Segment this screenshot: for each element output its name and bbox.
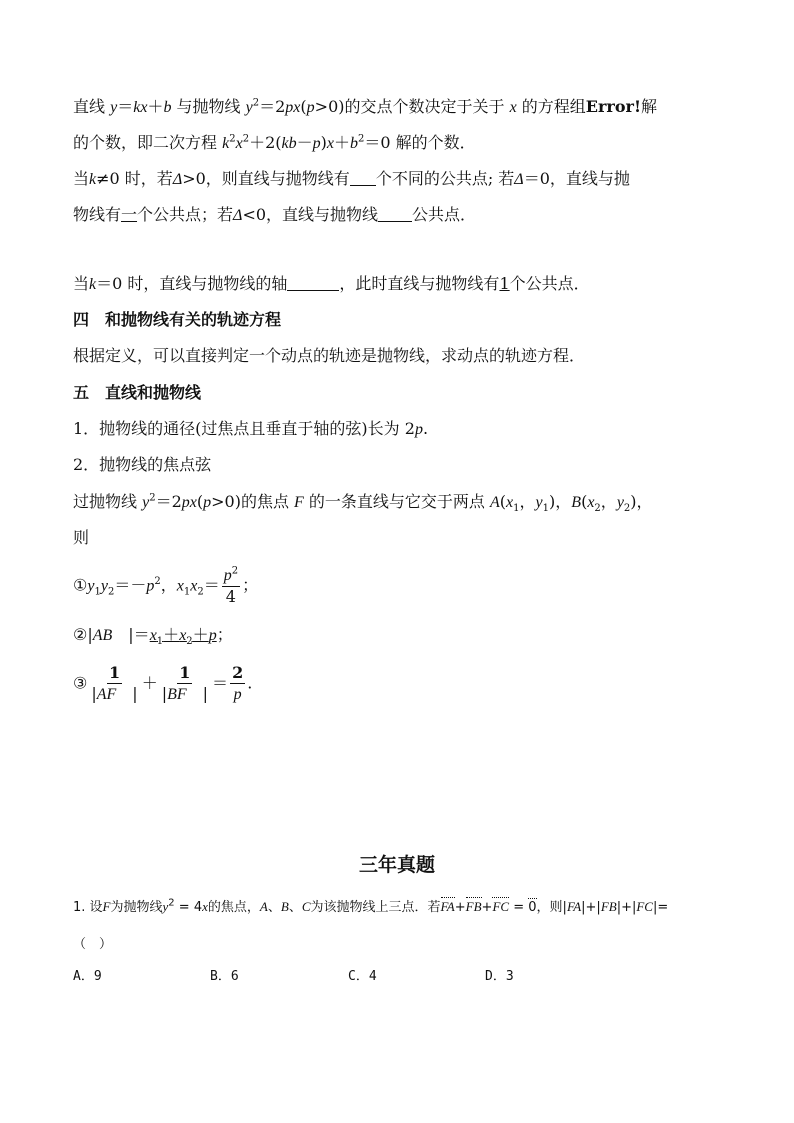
fraction: $\frac{2}{p}$ <box>232 663 244 703</box>
text: ，此时直线与抛物线有 <box>339 274 500 293</box>
line-4: 物线有一个公共点；若Δ<0，直线与抛物线 公共点． <box>73 205 477 224</box>
question-1: 1. 设F为抛物线$y^2 = 4x$的焦点，A、B、C为该抛物线上三点．若FA+FB+FC = 0，则|FA|+|FB|+|FC|= <box>73 897 669 915</box>
text: 解的个数． <box>390 133 476 152</box>
text: 个公共点． <box>509 274 590 293</box>
item-2: 2．抛物线的焦点弦 <box>73 455 212 474</box>
option-a[interactable]: A．9 <box>73 969 102 984</box>
circled-number: ③ <box>73 673 88 693</box>
section-4-body: 根据定义，可以直接判定一个动点的轨迹是抛物线，求动点的轨迹方程． <box>73 346 586 365</box>
item-2-text: 过抛物线 $y^2=2px(p>0)$的焦点 F 的一条直线与它交于两点 $A(x_1$，$y_1$)，$B(x_2$，$y_2$)， <box>73 492 653 515</box>
circled-number: ① <box>73 575 88 595</box>
text: ，则 <box>536 900 563 915</box>
error-text: Error! <box>585 97 641 116</box>
line-3: 当k≠0 时，若Δ>0，则直线与抛物线有 个不同的公共点; 若Δ＝0，直线与抛 <box>73 169 630 188</box>
text: 的个数，即二次方程 <box>73 133 223 152</box>
text: 时，若 <box>124 169 173 188</box>
text: 个不同的公共点; 若 <box>375 169 515 188</box>
section-number: 五 <box>73 383 90 402</box>
fill-blank <box>350 170 376 186</box>
item-1: 1．抛物线的通径(过焦点且垂直于轴的弦)长为 2p. <box>73 419 429 438</box>
fill-blank <box>378 206 412 222</box>
text: 的方程组 <box>516 97 586 116</box>
option-c[interactable]: C．4 <box>348 969 377 984</box>
section-title: 直线和抛物线 <box>105 383 202 402</box>
underlined-answer: 1 <box>499 274 510 293</box>
text: ，直线与抛 <box>549 169 630 188</box>
text: 过抛物线 <box>73 492 143 511</box>
fraction: $\frac{1}{|BF |}$ <box>161 663 209 703</box>
section-number: 四 <box>73 310 90 329</box>
circled-number: ② <box>73 625 88 644</box>
section-4-heading <box>73 309 281 331</box>
text: ，直线与抛物线 <box>266 205 379 224</box>
line-2: 的个数，即二次方程 $k^2x^2+2(kb-p)x+b^2=0$ 解的个数． <box>73 133 476 152</box>
line-5: 当k＝0 时，直线与抛物线的轴 ，此时直线与抛物线有1个公共点． <box>73 274 590 293</box>
text: 的焦点 <box>240 492 295 511</box>
text: 的一条直线与它交于两点 <box>303 492 491 511</box>
formula-2: ②|AB $|=x_1+x_2+p$； <box>73 625 233 648</box>
exam-title: 三年真题 <box>358 854 435 876</box>
line-1: 直线 y＝kx＋b 与抛物线 $y^2=2px(p>0)$的交点个数决定于关于 x 的方程组Error!解 <box>73 97 657 116</box>
text: 1. 设 <box>73 900 103 915</box>
text: 个公共点；若 <box>137 205 234 224</box>
section-5-heading <box>73 382 201 404</box>
section-title: 和抛物线有关的轨迹方程 <box>105 310 282 329</box>
text: 直线 <box>73 97 111 116</box>
text: ，则直线与抛物线有 <box>205 169 350 188</box>
text: 1．抛物线的通径(过焦点且垂直于轴的弦)长为 <box>73 419 405 438</box>
option-d[interactable]: D．3 <box>485 969 514 984</box>
fill-blank <box>287 275 339 291</box>
text: 当 <box>73 274 90 293</box>
text: 的交点个数决定于关于 <box>344 97 510 116</box>
fraction: $\frac{p^2}{4}$ <box>223 565 239 606</box>
text: 与抛物线 <box>171 97 246 116</box>
text: 的焦点， <box>207 900 260 915</box>
text: 时，直线与抛物线的轴 <box>127 274 288 293</box>
text: 为该抛物线上三点．若 <box>310 900 441 915</box>
option-b[interactable]: B．6 <box>210 969 239 984</box>
underlined-answer: 一 <box>121 205 138 224</box>
question-1-bracket: （ ） <box>73 937 113 952</box>
text: 当 <box>73 169 90 188</box>
text: 为抛物线 <box>110 900 163 915</box>
text: 公共点． <box>412 205 477 224</box>
text: 物线有 <box>73 205 122 224</box>
fraction: $\frac{1}{|AF |}$ <box>91 663 138 703</box>
formula-1: $①y_1y_2=-p^2$，$x_1x_2=$ $\frac{p^2}{4}$ ； <box>73 565 259 606</box>
item-2-then: 则 <box>73 528 90 547</box>
text: 解 <box>640 97 657 116</box>
formula-3: ③ $\frac{1}{|AF |}$ ＋ $\frac{1}{|BF |}$ ＝ $\frac{2}{p}$ . <box>73 663 253 703</box>
